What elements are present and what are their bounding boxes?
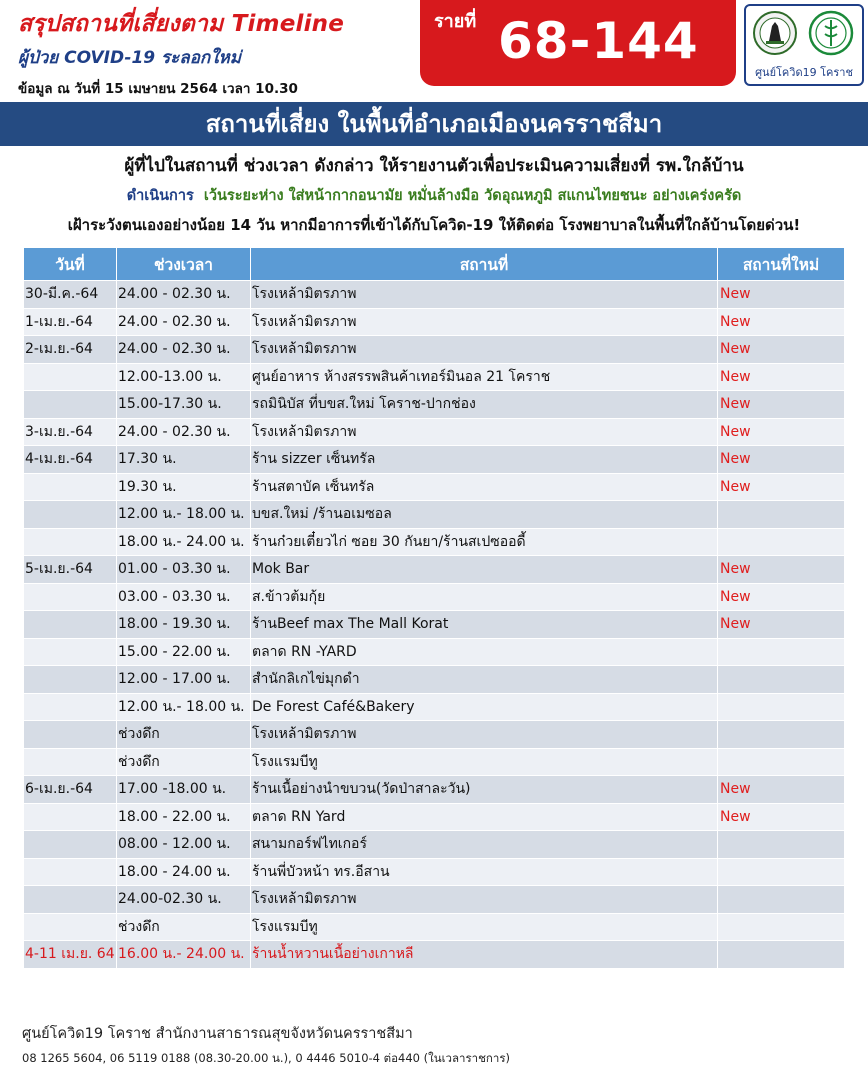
cell-date (24, 803, 117, 831)
data-date: ข้อมูล ณ วันที่ 15 เมษายน 2564 เวลา 10.30 (18, 81, 298, 97)
cell-date: 4-เม.ย.-64 (24, 446, 117, 474)
cell-time: 12.00 น.- 18.00 น. (117, 501, 251, 529)
table-row (24, 776, 845, 804)
case-range: 68-144 (498, 12, 699, 70)
cell-place: รถมินิบัส ที่บขส.ใหม่ โคราช-ปากช่อง (251, 391, 718, 419)
cell-time: ช่วงดึก (117, 913, 251, 941)
cell-time: ช่วงดึก (117, 721, 251, 749)
cell-date (24, 638, 117, 666)
cell-date (24, 721, 117, 749)
notice-line-1: ผู้ที่ไปในสถานที่ ช่วงเวลา ดังกล่าว ให้รายงานตัวเพื่อประเมินความเสี่ยงที่ รพ.ใกล้บ้าน (124, 156, 744, 176)
area-banner: สถานที่เสี่ยง ในพื้นที่อำเภอเมืองนครราชสีมา (0, 102, 868, 146)
cell-place: สนามกอร์ฟไทเกอร์ (251, 831, 718, 859)
cell-place: ร้านBeef max The Mall Korat (251, 611, 718, 639)
risk-locations-table (23, 247, 845, 969)
cell-new-flag: New (718, 473, 845, 501)
col-header-time: ช่วงเวลา (117, 248, 251, 281)
cell-date: 4-11 เม.ย. 64 (24, 941, 117, 969)
cell-place: ร้าน sizzer เซ็นทรัล (251, 446, 718, 474)
table-row (24, 418, 845, 446)
cell-new-flag (718, 501, 845, 529)
table-row (24, 831, 845, 859)
cell-new-flag (718, 748, 845, 776)
table-row (24, 858, 845, 886)
notice-line-2-body: เว้นระยะห่าง ใส่หน้ากากอนามัย หมั่นล้างมือ วัดอุณหภูมิ สแกนไทยชนะ อย่างเคร่งครัด (203, 188, 742, 204)
header-text-block (18, 6, 418, 99)
cell-time: 17.30 น. (117, 446, 251, 474)
case-range-box (420, 0, 736, 86)
cell-date (24, 693, 117, 721)
cell-new-flag (718, 666, 845, 694)
cell-time: ช่วงดึก (117, 748, 251, 776)
cell-new-flag (718, 721, 845, 749)
table-row (24, 308, 845, 336)
table-row (24, 363, 845, 391)
table-header-row (24, 248, 845, 281)
cell-new-flag (718, 886, 845, 914)
cell-date (24, 583, 117, 611)
cell-place: ร้านก๋วยเตี๋ยวไก่ ซอย 30 กันยา/ร้านสเปซออดี้ (251, 528, 718, 556)
cell-date: 6-เม.ย.-64 (24, 776, 117, 804)
cell-date (24, 913, 117, 941)
cell-new-flag (718, 831, 845, 859)
cell-place: โรงเหล้ามิตรภาพ (251, 721, 718, 749)
cell-date (24, 391, 117, 419)
cell-new-flag: New (718, 803, 845, 831)
cell-new-flag (718, 528, 845, 556)
cell-new-flag: New (718, 281, 845, 309)
cell-place: โรงเหล้ามิตรภาพ (251, 281, 718, 309)
cell-time: 15.00 - 22.00 น. (117, 638, 251, 666)
province-seal-icon (752, 10, 798, 56)
notice-line-2 (0, 184, 868, 207)
cell-time: 12.00 - 17.00 น. (117, 666, 251, 694)
table-row (24, 446, 845, 474)
cell-place: ร้านพี่บัวหน้า ทร.อีสาน (251, 858, 718, 886)
footer-org: ศูนย์โควิด19 โคราช สำนักงานสาธารณสุขจังหวัดนครราชสีมา (22, 1026, 413, 1042)
page-subtitle: ผู้ป่วย COVID-19 ระลอกใหม่ (18, 48, 241, 68)
cell-place: โรงเหล้ามิตรภาพ (251, 886, 718, 914)
cell-place: De Forest Café&Bakery (251, 693, 718, 721)
cell-time: 24.00 - 02.30 น. (117, 336, 251, 364)
col-header-new: สถานที่ใหม่ (718, 248, 845, 281)
cell-time: 16.00 น.- 24.00 น. (117, 941, 251, 969)
cell-new-flag (718, 941, 845, 969)
case-label: รายที่ (434, 11, 477, 32)
table-row (24, 941, 845, 969)
cell-new-flag: New (718, 336, 845, 364)
notice-line-2-prefix: ดำเนินการ (126, 188, 194, 204)
health-ministry-logo-icon (808, 10, 854, 56)
logo-caption: ศูนย์โควิด19 โคราช (755, 66, 853, 79)
cell-new-flag: New (718, 308, 845, 336)
cell-new-flag (718, 913, 845, 941)
cell-time: 01.00 - 03.30 น. (117, 556, 251, 584)
logo-panel (744, 4, 864, 86)
cell-date (24, 473, 117, 501)
cell-place: ร้านน้ำหวานเนื้อย่างเกาหลี (251, 941, 718, 969)
cell-new-flag: New (718, 611, 845, 639)
cell-place: โรงแรมบีทู (251, 748, 718, 776)
cell-date (24, 886, 117, 914)
cell-place: ร้านเนื้อย่างนำขบวน(วัดป่าสาละวัน) (251, 776, 718, 804)
cell-time: 12.00 น.- 18.00 น. (117, 693, 251, 721)
cell-time: 24.00 - 02.30 น. (117, 281, 251, 309)
cell-date: 30-มี.ค.-64 (24, 281, 117, 309)
cell-place: โรงเหล้ามิตรภาพ (251, 336, 718, 364)
cell-new-flag: New (718, 556, 845, 584)
cell-new-flag: New (718, 418, 845, 446)
cell-new-flag: New (718, 583, 845, 611)
cell-new-flag: New (718, 391, 845, 419)
cell-date: 1-เม.ย.-64 (24, 308, 117, 336)
table-row (24, 583, 845, 611)
table-row (24, 886, 845, 914)
cell-date (24, 528, 117, 556)
notice-line-3: เฝ้าระวังตนเองอย่างน้อย 14 วัน หากมีอาการที่เข้าได้กับโควิด-19 ให้ติดต่อ โรงพยาบาลในพื้นที่ใกล้บ้านโดยด่วน! (67, 216, 801, 234)
table-row (24, 336, 845, 364)
cell-date (24, 363, 117, 391)
cell-time: 18.00 - 22.00 น. (117, 803, 251, 831)
table-row (24, 803, 845, 831)
cell-time: 15.00-17.30 น. (117, 391, 251, 419)
cell-date (24, 831, 117, 859)
page-title: สรุปสถานที่เสี่ยงตาม Timeline (18, 11, 345, 37)
cell-time: 08.00 - 12.00 น. (117, 831, 251, 859)
table-row (24, 666, 845, 694)
table-row (24, 748, 845, 776)
footer-contact: 08 1265 5604, 06 5119 0188 (08.30-20.00 น.), 0 4446 5010-4 ต่อ440 (ในเวลาราชการ) (22, 1051, 511, 1065)
table-row (24, 391, 845, 419)
cell-place: ส.ข้าวต้มกุ้ย (251, 583, 718, 611)
cell-time: 18.00 น.- 24.00 น. (117, 528, 251, 556)
cell-time: 24.00 - 02.30 น. (117, 418, 251, 446)
cell-time: 24.00-02.30 น. (117, 886, 251, 914)
cell-date: 5-เม.ย.-64 (24, 556, 117, 584)
cell-new-flag: New (718, 446, 845, 474)
cell-date: 3-เม.ย.-64 (24, 418, 117, 446)
cell-time: 19.30 น. (117, 473, 251, 501)
table-row (24, 501, 845, 529)
cell-time: 03.00 - 03.30 น. (117, 583, 251, 611)
cell-date (24, 748, 117, 776)
cell-place: Mok Bar (251, 556, 718, 584)
cell-place: ศูนย์อาหาร ห้างสรรพสินค้าเทอร์มินอล 21 โคราช (251, 363, 718, 391)
cell-new-flag (718, 858, 845, 886)
table-row (24, 721, 845, 749)
cell-time: 17.00 -18.00 น. (117, 776, 251, 804)
cell-date (24, 666, 117, 694)
cell-time: 24.00 - 02.30 น. (117, 308, 251, 336)
cell-place: โรงแรมบีทู (251, 913, 718, 941)
cell-time: 12.00-13.00 น. (117, 363, 251, 391)
cell-new-flag (718, 638, 845, 666)
cell-date (24, 858, 117, 886)
cell-time: 18.00 - 19.30 น. (117, 611, 251, 639)
table-row (24, 281, 845, 309)
cell-date: 2-เม.ย.-64 (24, 336, 117, 364)
table-row (24, 528, 845, 556)
table-row (24, 473, 845, 501)
col-header-date: วันที่ (24, 248, 117, 281)
col-header-place: สถานที่ (251, 248, 718, 281)
cell-place: โรงเหล้ามิตรภาพ (251, 418, 718, 446)
cell-place: ตลาด RN Yard (251, 803, 718, 831)
cell-new-flag (718, 693, 845, 721)
table-row (24, 556, 845, 584)
cell-date (24, 611, 117, 639)
cell-date (24, 501, 117, 529)
cell-place: โรงเหล้ามิตรภาพ (251, 308, 718, 336)
table-row (24, 638, 845, 666)
cell-place: สำนักลิเกไข่มุกดำ (251, 666, 718, 694)
cell-time: 18.00 - 24.00 น. (117, 858, 251, 886)
cell-new-flag: New (718, 776, 845, 804)
table-row (24, 693, 845, 721)
cell-place: ตลาด RN -YARD (251, 638, 718, 666)
cell-new-flag: New (718, 363, 845, 391)
table-row (24, 611, 845, 639)
cell-place: บขส.ใหม่ /ร้านอเมซอล (251, 501, 718, 529)
cell-place: ร้านสตาบัค เซ็นทรัล (251, 473, 718, 501)
table-row (24, 913, 845, 941)
